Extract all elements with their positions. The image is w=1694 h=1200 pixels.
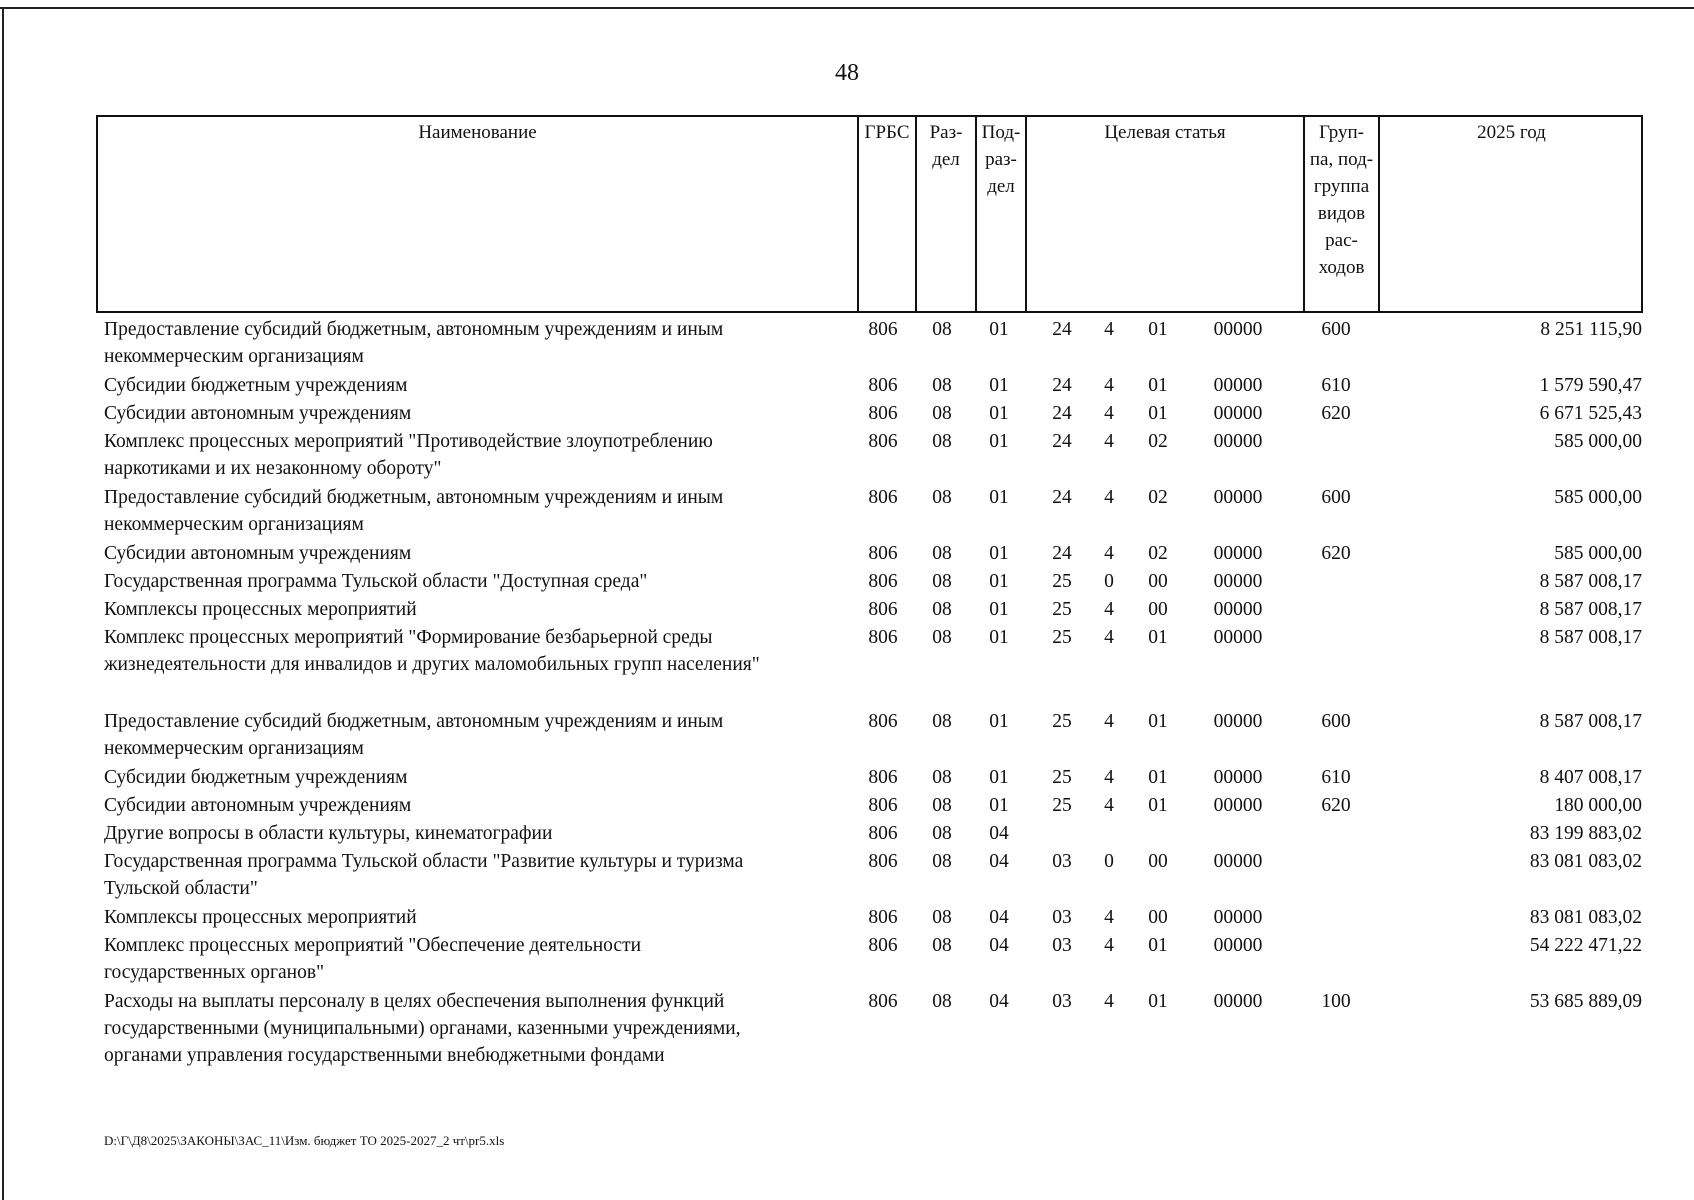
cell-t2: 4 <box>1104 907 1114 928</box>
row-name-line: некоммерческим организациям <box>104 346 364 367</box>
cell-t3: 02 <box>1148 431 1168 452</box>
cell-prz: 01 <box>989 795 1009 816</box>
header-year: 2025 год <box>1477 122 1546 143</box>
cell-amount: 585 000,00 <box>1554 431 1642 452</box>
cell-amount: 585 000,00 <box>1554 487 1642 508</box>
cell-t2: 4 <box>1104 711 1114 732</box>
cell-t3: 01 <box>1148 375 1168 396</box>
cell-t3: 02 <box>1148 487 1168 508</box>
cell-amount: 8 587 008,17 <box>1539 599 1642 620</box>
cell-rz: 08 <box>932 431 952 452</box>
row-name-line: наркотиками и их незаконному обороту" <box>104 458 442 479</box>
cell-t3: 01 <box>1148 627 1168 648</box>
cell-amount: 8 587 008,17 <box>1539 571 1642 592</box>
cell-t2: 0 <box>1104 571 1114 592</box>
row-name <box>104 372 854 399</box>
row-name-line: Тульской области" <box>104 878 258 899</box>
cell-rz: 08 <box>932 627 952 648</box>
cell-vr: 610 <box>1321 375 1351 396</box>
cell-rz: 08 <box>932 711 952 732</box>
cell-t4: 00000 <box>1213 599 1263 620</box>
cell-t3: 01 <box>1148 767 1168 788</box>
cell-t1: 25 <box>1052 767 1072 788</box>
cell-t4: 00000 <box>1213 711 1263 732</box>
header-group: Груп- па, под- группа видов рас- ходов <box>1309 122 1374 278</box>
cell-rz: 08 <box>932 767 952 788</box>
header-grbs: ГРБС <box>864 122 910 143</box>
cell-t1: 25 <box>1052 627 1072 648</box>
cell-t2: 4 <box>1104 319 1114 340</box>
cell-t2: 4 <box>1104 991 1114 1012</box>
cell-rz: 08 <box>932 599 952 620</box>
row-name-line: Субсидии бюджетным учреждениям <box>104 767 408 788</box>
cell-t2: 4 <box>1104 627 1114 648</box>
cell-prz: 04 <box>989 935 1009 956</box>
row-name <box>104 932 854 986</box>
cell-prz: 04 <box>989 851 1009 872</box>
cell-t3: 00 <box>1148 599 1168 620</box>
cell-prz: 01 <box>989 375 1009 396</box>
cell-rz: 08 <box>932 543 952 564</box>
cell-t1: 03 <box>1052 991 1072 1012</box>
cell-amount: 585 000,00 <box>1554 543 1642 564</box>
cell-t2: 4 <box>1104 375 1114 396</box>
cell-t3: 00 <box>1148 851 1168 872</box>
cell-prz: 01 <box>989 319 1009 340</box>
row-name-line: Комплекс процессных мероприятий "Формирование безбарьерной среды <box>104 627 713 648</box>
cell-prz: 01 <box>989 599 1009 620</box>
row-name-line: Предоставление субсидий бюджетным, автономным учреждениям и иным <box>104 319 724 340</box>
row-name-line: жизнедеятельности для инвалидов и других маломобильных групп населения" <box>104 654 760 675</box>
cell-grbs: 806 <box>868 851 898 872</box>
cell-t2: 0 <box>1104 851 1114 872</box>
row-name <box>104 400 854 427</box>
header-podrazdel: Под- раз- дел <box>981 122 1021 197</box>
cell-grbs: 806 <box>868 795 898 816</box>
cell-amount: 83 081 083,02 <box>1529 907 1642 928</box>
cell-prz: 01 <box>989 403 1009 424</box>
cell-prz: 01 <box>989 711 1009 732</box>
row-name <box>104 792 854 819</box>
page-number: 48 <box>835 60 859 86</box>
cell-grbs: 806 <box>868 599 898 620</box>
cell-prz: 01 <box>989 543 1009 564</box>
cell-grbs: 806 <box>868 991 898 1012</box>
cell-grbs: 806 <box>868 403 898 424</box>
cell-t2: 4 <box>1104 795 1114 816</box>
cell-t1: 25 <box>1052 711 1072 732</box>
cell-prz: 01 <box>989 487 1009 508</box>
cell-t3: 01 <box>1148 319 1168 340</box>
cell-t3: 02 <box>1148 543 1168 564</box>
cell-t3: 00 <box>1148 907 1168 928</box>
table-header <box>96 115 1643 313</box>
cell-prz: 04 <box>989 907 1009 928</box>
cell-t3: 01 <box>1148 991 1168 1012</box>
cell-t4: 00000 <box>1213 851 1263 872</box>
cell-rz: 08 <box>932 375 952 396</box>
cell-rz: 08 <box>932 935 952 956</box>
cell-rz: 08 <box>932 403 952 424</box>
cell-grbs: 806 <box>868 375 898 396</box>
row-name <box>104 428 854 482</box>
cell-t4: 00000 <box>1213 487 1263 508</box>
row-name-line: Комплексы процессных мероприятий <box>104 599 417 620</box>
cell-grbs: 806 <box>868 823 898 844</box>
cell-amount: 83 199 883,02 <box>1529 823 1642 844</box>
cell-t2: 4 <box>1104 431 1114 452</box>
cell-grbs: 806 <box>868 571 898 592</box>
cell-grbs: 806 <box>868 907 898 928</box>
cell-prz: 04 <box>989 823 1009 844</box>
row-name-line: некоммерческим организациям <box>104 514 364 535</box>
cell-vr: 600 <box>1321 487 1351 508</box>
cell-t2: 4 <box>1104 935 1114 956</box>
file-path: D:\Г\Д8\2025\ЗАКОНЫ\ЗАС_11\Изм. бюджет ТО 2025-2027_2 чт\pr5.xls <box>104 1133 505 1148</box>
cell-rz: 08 <box>932 823 952 844</box>
cell-t4: 00000 <box>1213 431 1263 452</box>
header-name: Наименование <box>418 122 537 143</box>
cell-grbs: 806 <box>868 767 898 788</box>
cell-t1: 25 <box>1052 571 1072 592</box>
cell-t4: 00000 <box>1213 319 1263 340</box>
cell-t1: 24 <box>1052 431 1072 452</box>
cell-grbs: 806 <box>868 487 898 508</box>
row-name-line: Субсидии автономным учреждениям <box>104 795 412 816</box>
cell-amount: 83 081 083,02 <box>1529 851 1642 872</box>
cell-rz: 08 <box>932 571 952 592</box>
row-name <box>104 708 854 762</box>
cell-amount: 6 671 525,43 <box>1539 403 1642 424</box>
header-razdel: Раз- дел <box>929 122 963 170</box>
cell-t2: 4 <box>1104 543 1114 564</box>
cell-amount: 8 407 008,17 <box>1539 767 1642 788</box>
row-name-line: Субсидии автономным учреждениям <box>104 543 412 564</box>
cell-amount: 1 579 590,47 <box>1539 375 1642 396</box>
cell-amount: 54 222 471,22 <box>1529 935 1642 956</box>
row-name-line: органами управления государственными внебюджетными фондами <box>104 1045 665 1066</box>
cell-rz: 08 <box>932 991 952 1012</box>
cell-grbs: 806 <box>868 431 898 452</box>
header-target: Целевая статья <box>1104 122 1226 143</box>
cell-prz: 01 <box>989 627 1009 648</box>
cell-grbs: 806 <box>868 935 898 956</box>
cell-t1: 25 <box>1052 599 1072 620</box>
row-name <box>104 624 854 678</box>
row-name-line: Предоставление субсидий бюджетным, автономным учреждениям и иным <box>104 487 724 508</box>
cell-t4: 00000 <box>1213 907 1263 928</box>
cell-t4: 00000 <box>1213 627 1263 648</box>
cell-t1: 03 <box>1052 935 1072 956</box>
cell-vr: 610 <box>1321 767 1351 788</box>
cell-rz: 08 <box>932 907 952 928</box>
cell-t4: 00000 <box>1213 991 1263 1012</box>
scan-border-left <box>2 7 4 1200</box>
cell-t1: 24 <box>1052 543 1072 564</box>
cell-t3: 01 <box>1148 935 1168 956</box>
row-name-line: Субсидии автономным учреждениям <box>104 403 412 424</box>
scan-border-top <box>0 7 1694 9</box>
row-name <box>104 316 854 370</box>
cell-vr: 620 <box>1321 403 1351 424</box>
cell-t4: 00000 <box>1213 571 1263 592</box>
cell-t4: 00000 <box>1213 403 1263 424</box>
cell-t3: 00 <box>1148 571 1168 592</box>
cell-t1: 24 <box>1052 319 1072 340</box>
cell-grbs: 806 <box>868 627 898 648</box>
cell-grbs: 806 <box>868 543 898 564</box>
cell-t1: 24 <box>1052 487 1072 508</box>
cell-t4: 00000 <box>1213 767 1263 788</box>
row-name <box>104 484 854 538</box>
row-name-line: Субсидии бюджетным учреждениям <box>104 375 408 396</box>
row-name <box>104 596 854 623</box>
cell-t3: 01 <box>1148 711 1168 732</box>
cell-grbs: 806 <box>868 711 898 732</box>
cell-rz: 08 <box>932 487 952 508</box>
cell-amount: 8 587 008,17 <box>1539 711 1642 732</box>
cell-vr: 100 <box>1321 991 1351 1012</box>
cell-t4: 00000 <box>1213 375 1263 396</box>
cell-rz: 08 <box>932 851 952 872</box>
cell-prz: 01 <box>989 767 1009 788</box>
row-name-line: Другие вопросы в области культуры, кинематографии <box>104 823 553 844</box>
row-name <box>104 904 854 931</box>
cell-t1: 03 <box>1052 907 1072 928</box>
row-name <box>104 764 854 791</box>
row-name-line: Комплексы процессных мероприятий <box>104 907 417 928</box>
cell-t4: 00000 <box>1213 543 1263 564</box>
cell-amount: 53 685 889,09 <box>1529 991 1642 1012</box>
cell-t1: 03 <box>1052 851 1072 872</box>
cell-t4: 00000 <box>1213 795 1263 816</box>
cell-prz: 04 <box>989 991 1009 1012</box>
row-name-line: Государственная программа Тульской области "Доступная среда" <box>104 571 648 592</box>
cell-rz: 08 <box>932 795 952 816</box>
row-name <box>104 988 854 1069</box>
row-name-line: государственными (муниципальными) органами, казенными учреждениями, <box>104 1018 741 1039</box>
cell-t1: 24 <box>1052 375 1072 396</box>
cell-vr: 600 <box>1321 711 1351 732</box>
cell-t1: 24 <box>1052 403 1072 424</box>
row-name <box>104 848 854 902</box>
cell-t3: 01 <box>1148 403 1168 424</box>
cell-prz: 01 <box>989 571 1009 592</box>
cell-vr: 620 <box>1321 795 1351 816</box>
cell-vr: 600 <box>1321 319 1351 340</box>
row-name-line: Расходы на выплаты персоналу в целях обеспечения выполнения функций <box>104 991 725 1012</box>
cell-t2: 4 <box>1104 767 1114 788</box>
row-name-line: Комплекс процессных мероприятий "Обеспечение деятельности <box>104 935 642 956</box>
cell-amount: 8 587 008,17 <box>1539 627 1642 648</box>
cell-t4: 00000 <box>1213 935 1263 956</box>
cell-t3: 01 <box>1148 795 1168 816</box>
cell-prz: 01 <box>989 431 1009 452</box>
row-name-line: Государственная программа Тульской области "Развитие культуры и туризма <box>104 851 744 872</box>
row-name-line: государственных органов" <box>104 962 325 983</box>
row-name-line: Комплекс процессных мероприятий "Противодействие злоупотреблению <box>104 431 713 452</box>
row-name <box>104 540 854 567</box>
row-name-line: Предоставление субсидий бюджетным, автономным учреждениям и иным <box>104 711 724 732</box>
row-name <box>104 820 854 847</box>
row-name <box>104 568 854 595</box>
cell-t1: 25 <box>1052 795 1072 816</box>
row-name-line: некоммерческим организациям <box>104 738 364 759</box>
cell-t2: 4 <box>1104 487 1114 508</box>
cell-t2: 4 <box>1104 599 1114 620</box>
cell-amount: 8 251 115,90 <box>1540 319 1642 340</box>
cell-t2: 4 <box>1104 403 1114 424</box>
cell-grbs: 806 <box>868 319 898 340</box>
cell-rz: 08 <box>932 319 952 340</box>
cell-amount: 180 000,00 <box>1554 795 1642 816</box>
cell-vr: 620 <box>1321 543 1351 564</box>
